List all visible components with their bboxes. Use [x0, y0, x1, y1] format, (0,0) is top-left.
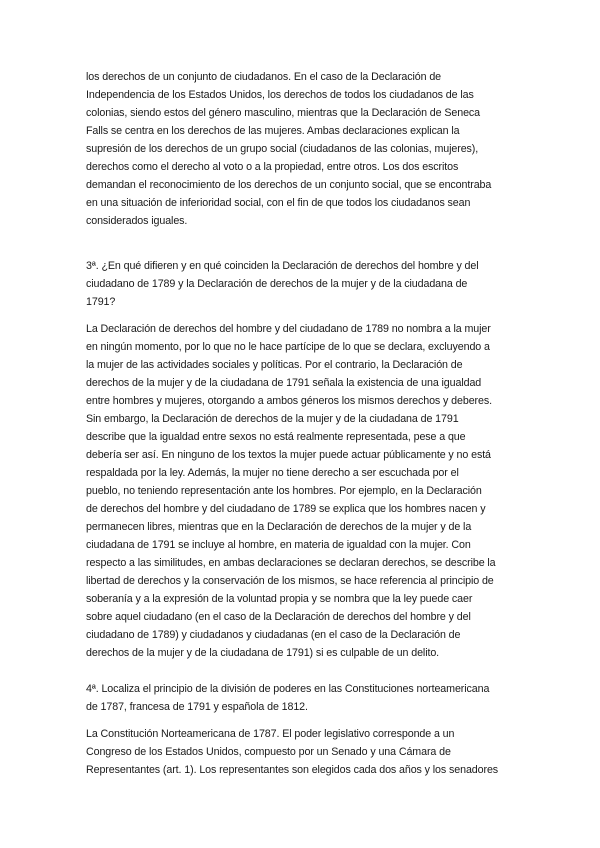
text-line: la mujer de las actividades sociales y políticas. Por el contrario, la Declaración de — [86, 359, 463, 371]
question-4 — [86, 680, 526, 716]
text-line: libertad de derechos y la conservación de los mismos, se hace referencia al principio de — [86, 575, 494, 587]
text-line: soberanía y a la expresión de la voluntad propia y se nombra que la ley puede caer — [86, 593, 473, 605]
text-line: sobre aquel ciudadano (en el caso de la Declaración de derechos del hombre y del — [86, 611, 471, 623]
text-line: respecto a las similitudes, en ambas declaraciones se declaran derechos, se describe la — [86, 557, 496, 569]
text-line: entre hombres y mujeres, otorgando a ambos géneros los mismos derechos y deberes. — [86, 395, 492, 407]
text-line: Independencia de los Estados Unidos, los derechos de todos los ciudadanos de las — [86, 89, 474, 101]
question-line: ciudadano de 1789 y la Declaración de derechos de la mujer y de la ciudadana de — [86, 278, 468, 290]
text-line: ciudadano de 1789) y ciudadanos y ciudadanas (en el caso de la Declaración de — [86, 629, 461, 641]
text-line: La Declaración de derechos del hombre y del ciudadano de 1789 no nombra a la mujer — [86, 323, 491, 335]
text-line: derechos de la mujer y de la ciudadana de 1791 señala la existencia de una igualdad — [86, 377, 482, 389]
text-line: Congreso de los Estados Unidos, compuesto por un Senado y una Cámara de — [86, 746, 451, 758]
text-line: supresión de los derechos de un grupo social (ciudadanos de las colonias, mujeres), — [86, 143, 479, 155]
answer-4 — [86, 725, 526, 779]
text-line: permanecen libres, mientras que en la Declaración de derechos de la mujer y de la — [86, 521, 472, 533]
text-line: derechos de la mujer y de la ciudadana de 1791) si es culpable de un delito. — [86, 647, 440, 659]
text-line: los derechos de un conjunto de ciudadanos. En el caso de la Declaración de — [86, 71, 442, 83]
text-line: Falls se centra en los derechos de las mujeres. Ambas declaraciones explican la — [86, 125, 460, 137]
text-line: respaldada por la ley. Además, la mujer no tiene derecho a ser escuchada por el — [86, 467, 459, 479]
text-line: pueblo, no teniendo representación ante los hombres. Por ejemplo, en la Declaración — [86, 485, 482, 497]
text-line: ciudadana de 1791 se incluye al hombre, en materia de igualdad con la mujer. Con — [86, 539, 471, 551]
text-line: La Constitución Norteamericana de 1787. El poder legislativo corresponde a un — [86, 728, 455, 740]
text-line: en ningún momento, por lo que no le hace partícipe de lo que se declara, excluyendo a — [86, 341, 490, 353]
paragraph-declarations-summary — [86, 68, 526, 230]
text-line: en una situación de inferioridad social, con el fin de que todos los ciudadanos sean — [86, 197, 471, 209]
text-line: debería ser así. En ninguno de los textos la mujer puede actuar públicamente y no está — [86, 449, 491, 461]
text-line: Sin embargo, la Declaración de derechos de la mujer y de la ciudadana de 1791 — [86, 413, 459, 425]
answer-3 — [86, 320, 526, 662]
question-line: 3ª. ¿En qué difieren y en qué coinciden la Declaración de derechos del hombre y del — [86, 260, 479, 272]
question-3 — [86, 257, 526, 311]
text-line: demandan el reconocimiento de los derechos de un conjunto social, que se encontraba — [86, 179, 492, 191]
question-line: 1791? — [86, 296, 116, 308]
text-line: derechos como el derecho al voto o a la propiedad, entre otros. Los dos escritos — [86, 161, 459, 173]
text-line: de derechos del hombre y del ciudadano de 1789 se explica que los hombres nacen y — [86, 503, 486, 515]
text-line: describe que la igualdad entre sexos no está realmente representada, pese a que — [86, 431, 466, 443]
text-line: colonias, siendo estos del género masculino, mientras que la Declaración de Seneca — [86, 107, 481, 119]
text-line: considerados iguales. — [86, 215, 188, 227]
text-line: Representantes (art. 1). Los representantes son elegidos cada dos años y los senadores — [86, 764, 499, 776]
question-line: 4ª. Localiza el principio de la división de poderes en las Constituciones norteamericana — [86, 683, 490, 695]
question-line: de 1787, francesa de 1791 y española de 1812. — [86, 701, 308, 713]
